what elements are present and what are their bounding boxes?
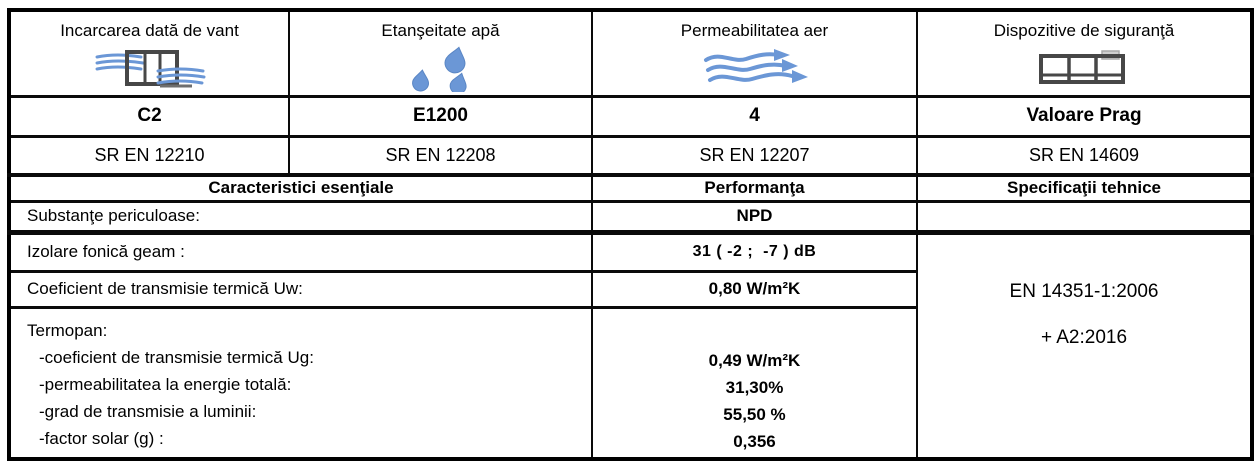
substances-spec-cell-empty [917, 201, 1252, 232]
safety-devices-standard: SR EN 14609 [917, 136, 1252, 175]
acoustic-label: Izolare fonică geam : [9, 232, 592, 271]
standard-row [9, 136, 1252, 175]
substances-row [9, 201, 1252, 232]
header-row [9, 10, 1252, 96]
technical-specs-header: Specificaţii tehnice [917, 175, 1252, 201]
termopan-value-solar: 0,356 [733, 431, 776, 451]
safety-window-icon [1036, 46, 1132, 92]
performance-table [7, 8, 1254, 461]
substances-label: Substanţe periculoase: [9, 201, 592, 232]
termopan-value-ug: 0,49 W/m²K [708, 350, 801, 370]
termopan-value-energy: 31,30% [725, 377, 784, 397]
water-drops-icon [399, 46, 483, 92]
acoustic-value: 31 ( -2 ; -7 ) dB [592, 232, 917, 271]
air-permeability-class: 4 [592, 96, 917, 136]
termopan-line-solar: -factor solar (g) : [39, 428, 164, 448]
thermal-uw-label: Coeficient de transmisie termică Uw: [9, 271, 592, 307]
air-permeability-standard: SR EN 12207 [592, 136, 917, 175]
header-cell-safety-devices [917, 10, 1252, 96]
thermal-uw-value: 0,80 W/m²K [592, 271, 917, 307]
substances-value: NPD [592, 201, 917, 232]
termopan-line-ug: -coeficient de transmisie termică Ug: [39, 347, 314, 367]
wind-load-icon [94, 46, 206, 92]
safety-devices-label: Dispozitive de siguranţă [993, 21, 1175, 40]
wind-load-label: Incarcarea dată de vant [60, 21, 239, 40]
water-tightness-standard: SR EN 12208 [289, 136, 592, 175]
wind-load-standard: SR EN 12210 [9, 136, 289, 175]
termopan-line-energy: -permeabilitatea la energie totală: [39, 374, 292, 394]
air-flow-icon [700, 46, 810, 92]
section-header-row [9, 175, 1252, 201]
performance-header: Performanţa [592, 175, 917, 201]
header-cell-air-permeability [592, 10, 917, 96]
water-tightness-class: E1200 [289, 96, 592, 136]
technical-spec-amendment: + A2:2016 [1040, 326, 1128, 348]
air-permeability-label: Permeabilitatea aer [680, 21, 829, 40]
water-tightness-label: Etanşeitate apă [381, 21, 500, 40]
termopan-line-light: -grad de transmisie a luminii: [39, 401, 257, 421]
acoustic-row [9, 232, 1252, 271]
safety-devices-class: Valoare Prag [917, 96, 1252, 136]
wind-load-class: C2 [9, 96, 289, 136]
termopan-title: Termopan: [27, 320, 108, 340]
termopan-value-light: 55,50 % [723, 404, 786, 424]
termopan-values-cell [592, 307, 917, 459]
technical-spec-cell [917, 232, 1252, 459]
class-row [9, 96, 1252, 136]
termopan-label-cell [9, 307, 592, 459]
header-cell-wind-load [9, 10, 289, 96]
header-cell-water-tightness [289, 10, 592, 96]
essential-characteristics-header: Caracteristici esenţiale [9, 175, 592, 201]
technical-spec-standard: EN 14351-1:2006 [1009, 280, 1159, 302]
